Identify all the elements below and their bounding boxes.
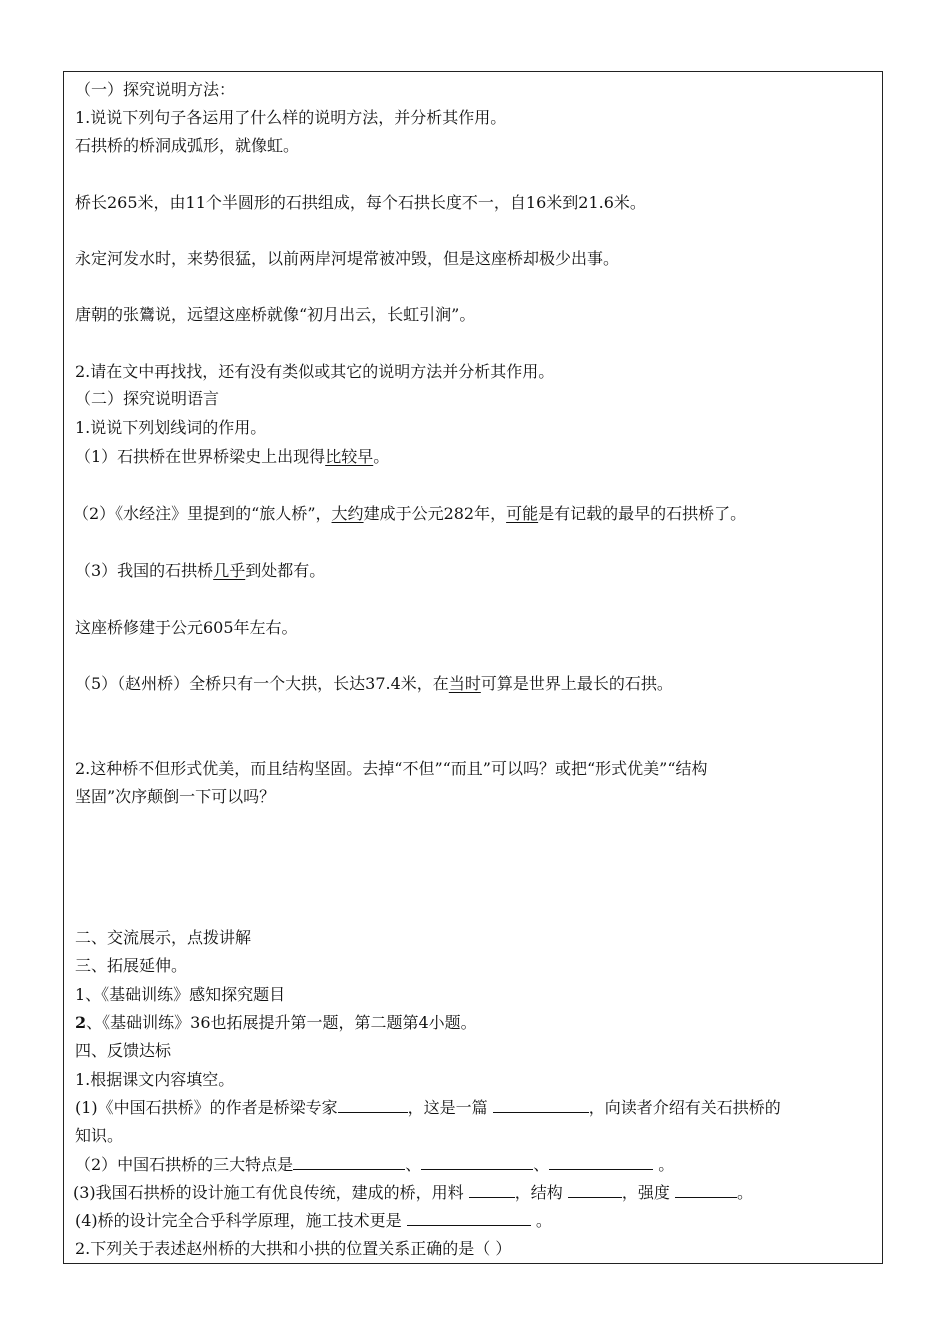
question-2: 2.请在文中再找找，还有没有类似或其它的说明方法并分析其作用。 [75, 362, 555, 381]
language-question-1: 1.说说下列划线词的作用。 [75, 418, 267, 437]
blank-field[interactable] [293, 1153, 405, 1170]
underlined-word: 可能 [506, 504, 539, 523]
fill-item-2: （2）中国石拱桥的三大特点是 、 、 。 [75, 1155, 675, 1174]
fill-item-1-line2: 知识。 [75, 1126, 124, 1145]
fill-item-1: (1)《中国石拱桥》的作者是桥梁专家 ，这是一篇 ，向读者介绍有关石拱桥的 [75, 1098, 781, 1117]
underlined-word: 当时 [448, 674, 481, 693]
blank-field[interactable] [338, 1096, 408, 1113]
section-heading-language: （二）探究说明语言 [75, 389, 220, 408]
section-heading-methods: （一）探究说明方法： [75, 80, 236, 99]
question-1: 1.说说下列句子各运用了什么样的说明方法，并分析其作用。 [75, 108, 507, 127]
underlined-word: 几乎 [213, 561, 246, 580]
blank-field[interactable] [469, 1181, 515, 1198]
language-item-5: （5）（赵州桥）全桥只有一个大拱，长达37.4米，在当时可算是世界上最长的石拱。 [75, 674, 673, 693]
feedback-question-1: 1.根据课文内容填空。 [75, 1070, 235, 1089]
part-3-item-1: 1、《基础训练》感知探究题目 [75, 985, 286, 1004]
fill-item-4: (4)桥的设计完全合乎科学原理，施工技术更是 。 [75, 1211, 552, 1230]
underlined-word: 大约 [331, 504, 364, 523]
part-2-heading: 二、交流展示，点拨讲解 [75, 928, 252, 947]
language-item-1: （1）石拱桥在世界桥梁史上出现得比较早。 [75, 447, 390, 466]
part-3-heading: 三、拓展延伸。 [75, 956, 188, 975]
blank-field[interactable] [675, 1181, 737, 1198]
sentence-3: 永定河发水时，来势很猛，以前两岸河堤常被冲毁，但是这座桥却极少出事。 [75, 249, 620, 268]
sentence-1: 石拱桥的桥洞成弧形，就像虹。 [75, 136, 300, 155]
sentence-4: 唐朝的张鷟说，远望这座桥就像“初月出云，长虹引涧”。 [75, 305, 476, 324]
underlined-word: 比较早 [325, 447, 374, 466]
blank-field[interactable] [493, 1096, 589, 1113]
blank-field[interactable] [421, 1153, 533, 1170]
blank-field[interactable] [568, 1181, 622, 1198]
language-item-4: 这座桥修建于公元605年左右。 [75, 618, 298, 637]
part-3-item-2: 2、《基础训练》36也拓展提升第一题，第二题第4小题。 [75, 1013, 477, 1032]
language-item-2: （2）《水经注》里提到的“旅人桥”，大约建成于公元282年，可能是有记载的最早的石拱桥了。 [73, 504, 747, 523]
blank-field[interactable] [549, 1153, 653, 1170]
blank-field[interactable] [407, 1209, 531, 1226]
language-question-2-line1: 2.这种桥不但形式优美，而且结构坚固。去掉“不但”“而且”可以吗？或把“形式优美”“结构 [75, 759, 708, 778]
sentence-2: 桥长265米，由11个半圆形的石拱组成，每个石拱长度不一，自16米到21.6米。 [75, 193, 646, 212]
feedback-question-2: 2.下列关于表述赵州桥的大拱和小拱的位置关系正确的是（ ） [75, 1239, 512, 1258]
part-4-heading: 四、反馈达标 [75, 1041, 172, 1060]
language-item-3: （3）我国的石拱桥几乎到处都有。 [75, 561, 326, 580]
language-question-2-line2: 坚固”次序颠倒一下可以吗？ [75, 787, 276, 806]
fill-item-3: (3)我国石拱桥的设计施工有优良传统，建成的桥，用料 ，结构 ，强度 。 [73, 1183, 753, 1202]
